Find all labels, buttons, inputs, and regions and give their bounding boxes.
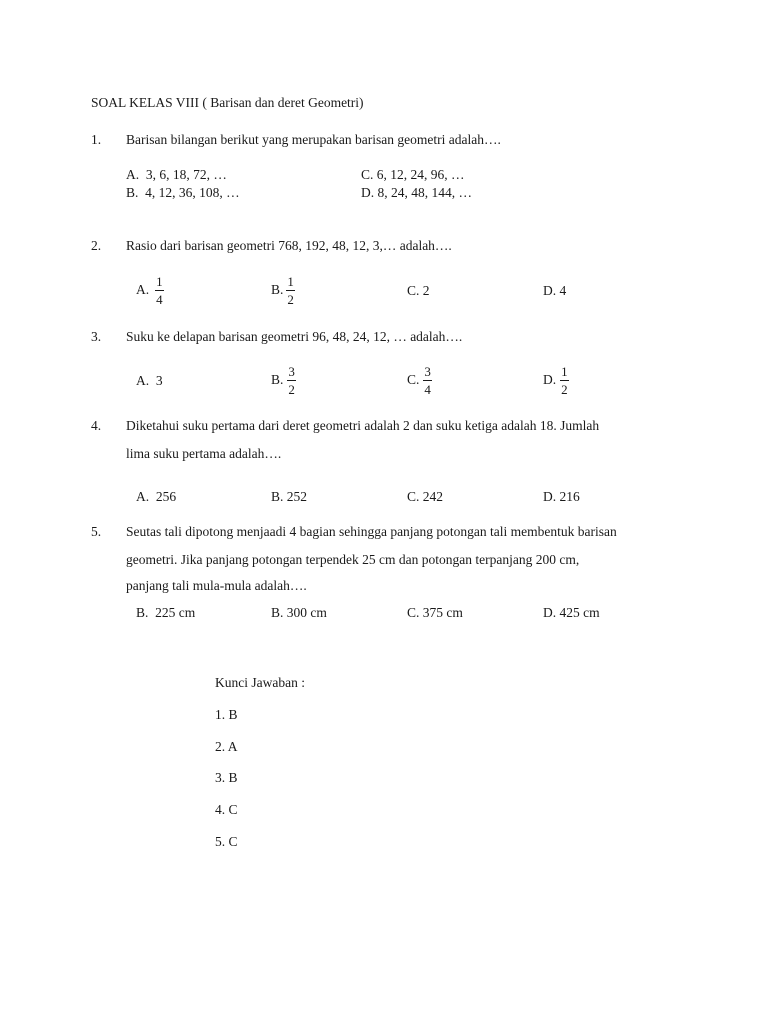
option-letter: D. [543,605,557,620]
option-letter: C. [407,283,420,298]
option-letter: B. [136,605,149,620]
answer-item: 1. B [215,707,238,722]
question-text-line-3: panjang tali mula-mula adalah…. [126,578,307,593]
option-letter: A. [136,373,150,388]
answer-item: 2. A [215,739,238,754]
question-text-line-2: lima suku pertama adalah…. [126,446,282,461]
question-number: 5. [91,524,102,539]
fraction [560,365,569,396]
option-c [407,606,463,620]
option-a [136,490,176,504]
option-letter: D. [543,489,557,504]
option-text: 8, 24, 48, 144, … [377,185,472,200]
option-text: 256 [155,489,177,504]
option-letter: C. [407,489,420,504]
fraction-denominator: 2 [288,381,295,397]
fraction-numerator: 3 [424,363,431,379]
document-title: SOAL KELAS VIII ( Barisan dan deret Geometri) [91,95,364,110]
option-a [136,374,163,388]
option-c [361,168,465,182]
option-letter: B. [271,372,284,388]
option-a [136,271,164,309]
option-text: 6, 12, 24, 96, … [376,167,465,182]
option-d [361,186,472,200]
option-b [271,361,296,399]
option-b [271,490,307,504]
option-letter: C. [361,167,374,182]
option-b [271,271,295,309]
option-d [543,490,580,504]
fraction-denominator: 2 [561,381,568,397]
question-text: Suku ke delapan barisan geometri 96, 48, 24, 12, … adalah…. [126,329,463,344]
option-text: 216 [559,489,580,504]
question-number: 3. [91,329,102,344]
question-number: 2. [91,238,102,253]
option-letter: A. [126,167,140,182]
fraction-denominator: 4 [424,381,431,397]
question-number: 4. [91,418,102,433]
option-text: 2 [422,283,430,298]
option-text: 252 [286,489,308,504]
option-text: 425 cm [559,605,600,620]
question-number: 1. [91,132,102,147]
option-letter: D. [361,185,375,200]
option-letter: B. [126,185,139,200]
fraction [155,275,164,306]
answer-item: 5. C [215,834,238,849]
option-text: 225 cm [155,605,196,620]
fraction-numerator: 1 [287,273,294,289]
option-c [407,361,432,399]
answer-item: 3. B [215,770,238,785]
fraction-denominator: 4 [156,291,163,307]
fraction-numerator: 1 [156,273,163,289]
question-text: Barisan bilangan berikut yang merupakan barisan geometri adalah…. [126,132,501,147]
option-text: 4 [559,283,567,298]
option-first [136,606,195,620]
option-b [271,606,327,620]
answer-item: 4. C [215,802,238,817]
option-a [126,168,227,182]
fraction-denominator: 2 [287,291,294,307]
option-letter: D. [543,372,557,388]
option-letter: B. [271,282,284,298]
option-text: 3, 6, 18, 72, … [145,167,227,182]
question-text-line-2: geometri. Jika panjang potongan terpendek 25 cm dan potongan terpanjang 200 cm, [126,552,580,567]
option-letter: C. [407,605,420,620]
option-letter: C. [407,372,420,388]
option-text: 300 cm [286,605,327,620]
option-d [543,361,569,399]
answer-key-title: Kunci Jawaban : [215,675,305,690]
fraction-numerator: 3 [288,363,295,379]
option-b [126,186,240,200]
option-c [407,490,443,504]
question-text-line-1: Diketahui suku pertama dari deret geometri adalah 2 dan suku ketiga adalah 18. Jumlah [126,418,600,433]
option-text: 4, 12, 36, 108, … [145,185,240,200]
option-letter: B. [271,489,284,504]
option-c [407,284,430,298]
option-text: 3 [155,373,163,388]
fraction-numerator: 1 [561,363,568,379]
option-letter: B. [271,605,284,620]
fraction [286,275,295,306]
fraction [287,365,296,396]
option-letter: A. [136,282,150,298]
question-text-line-1: Seutas tali dipotong menjaadi 4 bagian sehingga panjang potongan tali membentuk barisan [126,524,617,539]
option-letter: D. [543,283,557,298]
question-text: Rasio dari barisan geometri 768, 192, 48, 12, 3,… adalah…. [126,238,452,253]
option-d [543,606,600,620]
option-letter: A. [136,489,150,504]
option-text: 375 cm [422,605,463,620]
option-text: 242 [422,489,444,504]
option-d [543,284,566,298]
fraction [423,365,432,396]
